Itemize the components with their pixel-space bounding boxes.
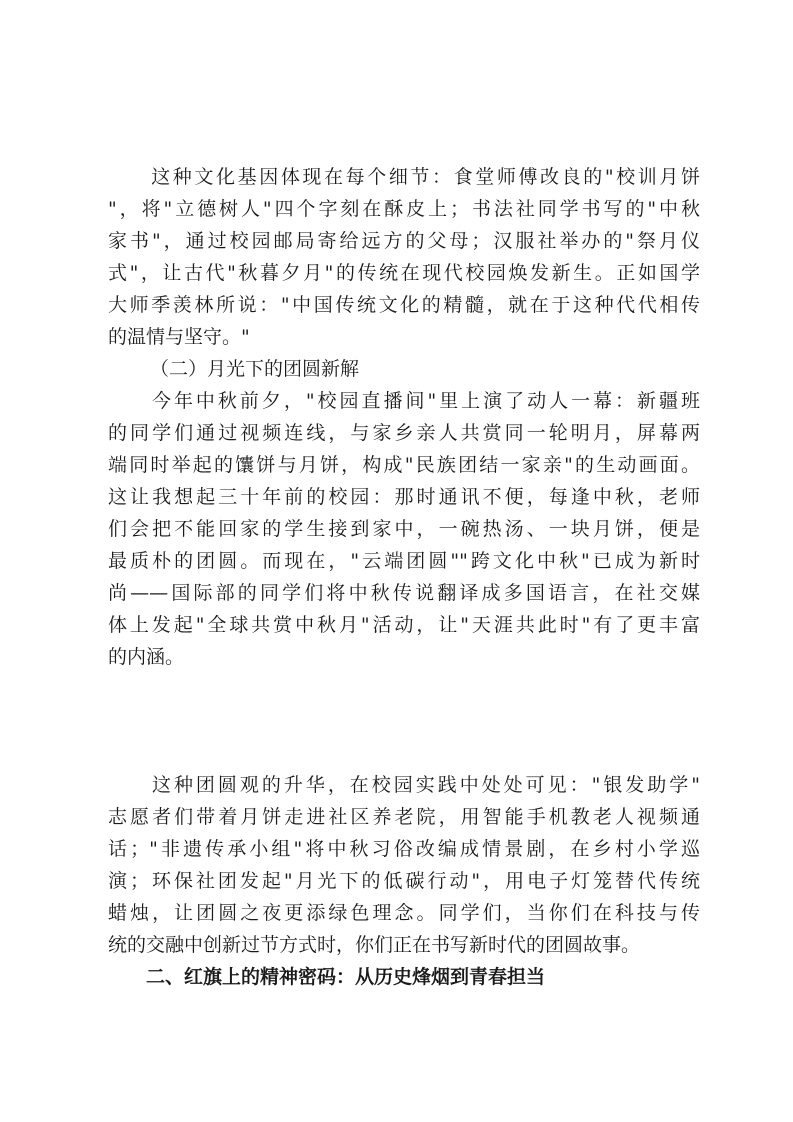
section-heading: 二、红旗上的精神密码：从历史烽烟到青春担当	[146, 966, 546, 988]
paragraph-line: 们会把不能回家的学生接到家中，一碗热汤、一块月饼，便是	[108, 518, 700, 540]
paragraph-line: 志愿者们带着月饼走进社区养老院，用智能手机教老人视频通	[108, 806, 700, 828]
paragraph-line: 大师季羡林所说："中国传统文化的精髓，就在于这种代代相传	[108, 294, 700, 316]
paragraph-line: 蜡烛，让团圆之夜更添绿色理念。同学们，当你们在科技与传	[108, 902, 700, 924]
paragraph-line: 这让我想起三十年前的校园：那时通讯不便，每逢中秋，老师	[108, 486, 700, 508]
paragraph-line: 最质朴的团圆。而现在，"云端团圆""跨文化中秋"已成为新时	[108, 550, 700, 572]
paragraph-line: "，将"立德树人"四个字刻在酥皮上；书法社同学书写的"中秋	[108, 198, 700, 220]
paragraph-line: 这种团圆观的升华，在校园实践中处处可见："银发助学"	[108, 774, 700, 796]
paragraph-line: 式"，让古代"秋暮夕月"的传统在现代校园焕发新生。正如国学	[108, 262, 700, 284]
paragraph-sublimation	[108, 769, 700, 961]
paragraph-line: 统的交融中创新过节方式时，你们正在书写新时代的团圆故事。	[108, 934, 641, 956]
paragraph-line: 体上发起"全球共赏中秋月"活动，让"天涯共此时"有了更丰富	[108, 614, 700, 636]
paragraph-line: 尚——国际部的同学们将中秋传说翻译成多国语言，在社交媒	[108, 582, 700, 604]
paragraph-reunion	[108, 385, 700, 673]
paragraph-line: 端同时举起的馕饼与月饼，构成"民族团结一家亲"的生动画面。	[108, 454, 700, 476]
paragraph-line: 这种文化基因体现在每个细节：食堂师傅改良的"校训月饼	[108, 166, 700, 188]
paragraph-line: 演；环保社团发起"月光下的低碳行动"，用电子灯笼替代传统	[108, 870, 700, 892]
section-subheading: （二）月光下的团圆新解	[150, 358, 360, 380]
paragraph-line: 的内涵。	[108, 646, 185, 668]
paragraph-line: 今年中秋前夕，"校园直播间"里上演了动人一幕：新疆班	[108, 390, 700, 412]
paragraph-line: 话；"非遗传承小组"将中秋习俗改编成情景剧，在乡村小学巡	[108, 838, 700, 860]
paragraph-line: 的同学们通过视频连线，与家乡亲人共赏同一轮明月，屏幕两	[108, 422, 700, 444]
paragraph-culture-gene	[108, 161, 700, 353]
paragraph-line: 的温情与坚守。"	[108, 326, 250, 348]
paragraph-line: 家书"，通过校园邮局寄给远方的父母；汉服社举办的"祭月仪	[108, 230, 700, 252]
